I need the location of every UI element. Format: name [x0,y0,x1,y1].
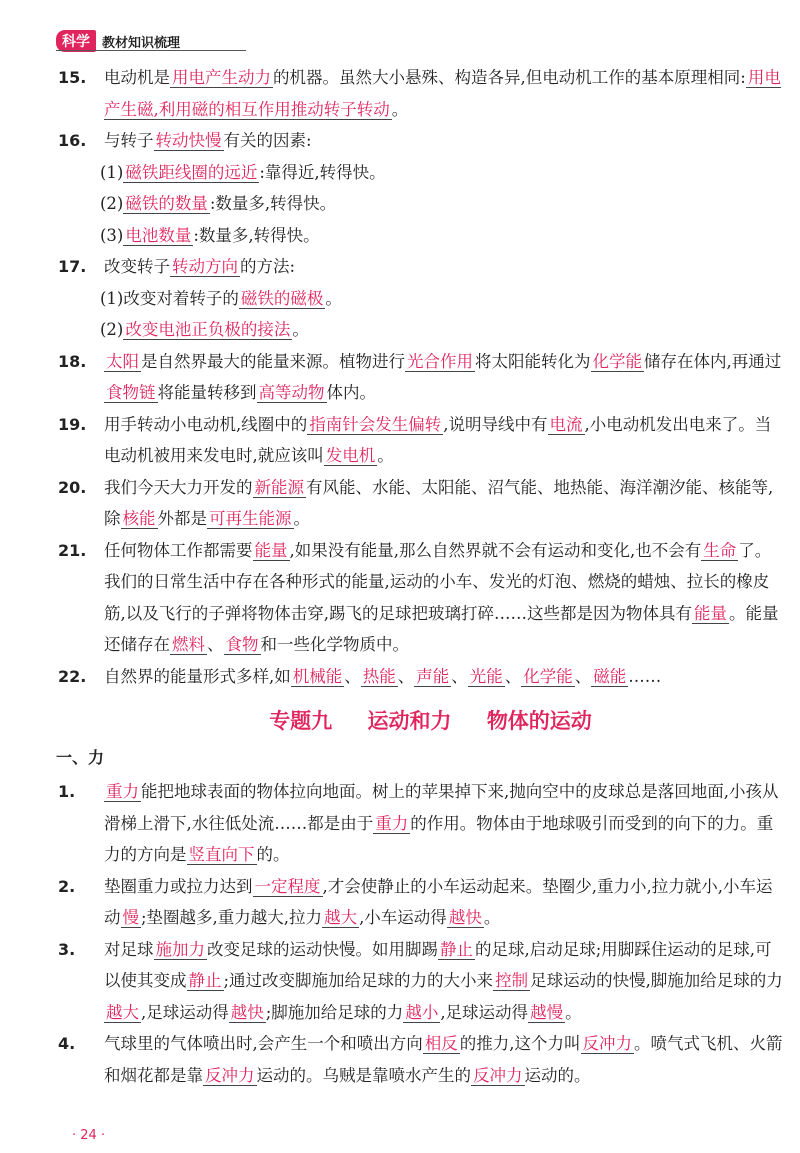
answer-blank: 磁能 [593,666,627,686]
answer-blank: 越小 [405,1002,439,1022]
sub-item [78,188,783,220]
answer-blank: 改变电池正负极的接法 [125,320,291,339]
item-text: ;脚施加给足球的力 [265,1002,404,1022]
answer-blank: 磁铁距线圈的远近 [125,162,258,182]
item-number: 16. [58,131,87,150]
item-text: 的机器。虽然大小悬殊、构造各异,但电动机工作的基本原理相同: [273,68,746,87]
item-text: 。 [292,320,309,339]
answer-blank: 核能 [122,509,156,528]
item-text: :靠得近,转得快。 [259,162,386,182]
item-text: 运动的。乌贼是靠喷水产生的 [256,1065,471,1085]
answer-blank: 越快 [448,908,482,927]
item-text: 了。我们的日常生活中存在各种形式的能量,运动的小车、发光的灯泡、燃烧的蜡烛、拉长的橡皮筋,以及飞行的子弹将物体击穿,踢飞的足球把玻璃打碎……这些都是因为物体具有 [104,540,772,623]
item-text: ,足球运动得 [440,1002,529,1022]
item-text: (1)改变对着转子的 [100,288,239,308]
item-text: :数量多,转得快。 [193,225,320,245]
item-text: 对足球 [104,939,154,959]
item-text: ,足球运动得 [141,1002,229,1022]
answer-blank: 反冲力 [582,1034,632,1053]
item-text: 我们今天大力开发的 [104,477,253,497]
item-text: 体内。 [326,383,376,402]
page-number: · 24 · [72,1128,106,1143]
topic-name: 运动和力 [367,709,452,733]
item-text: 、 [397,666,415,686]
item-text: 自然界的能量形式多样,如 [104,666,291,686]
item-text: 的。 [256,845,290,864]
answer-blank: 指南针会发生偏转 [309,414,442,434]
item-text: 气球里的气体喷出时,会产生一个和喷出方向 [104,1034,423,1053]
item-text: 用手转动小电动机,线圈中的 [104,414,308,434]
list-item [58,409,783,472]
header-rule [56,50,246,51]
answer-blank: 燃料 [172,635,205,654]
answer-blank: 相反 [424,1034,458,1053]
item-text: 任何物体工作都需要 [104,540,253,560]
item-number: 17. [58,257,87,276]
answer-blank: 竖直向下 [188,845,255,864]
item-text: :数量多,转得快。 [209,194,337,213]
answer-blank: 用电产生动力 [172,68,271,87]
answer-blank: 越大 [106,1002,139,1022]
item-text: ,小电动机发出电来了。当电动机被用来发电时,就应该叫 [104,414,772,465]
answer-blank: 反冲力 [473,1065,523,1085]
item-text: 垫圈重力或拉力达到 [104,876,253,896]
answer-blank: 转动快慢 [155,131,222,150]
answer-blank: 食物链 [106,383,156,402]
item-text: 改变足球的运动快慢。如用脚踢 [207,939,438,959]
sub-item [78,220,783,252]
item-text: ;通过改变脚施加给足球的力的大小来 [223,971,494,990]
list-item [58,871,783,934]
item-text: (1) [100,162,124,182]
answer-blank: 能量 [694,603,727,623]
answer-blank: 转动方向 [172,257,238,276]
item-text: ,如果没有能量,那么自然界就不会有运动和变化,也不会有 [289,540,702,560]
topic-subname: 物体的运动 [486,709,592,733]
sub-item [78,157,783,189]
answer-blank: 磁铁的数量 [125,194,208,213]
topic-number: 专题九 [269,709,333,733]
item-text: 、 [504,666,522,686]
list-item [58,661,783,693]
answer-blank: 静止 [188,971,222,990]
answer-blank: 发电机 [325,446,376,465]
answer-blank: 越大 [324,908,358,927]
item-text: 。 [483,908,501,927]
item-number: 19. [58,414,87,434]
item-text: ,说明导线中有 [443,414,548,434]
list-item [58,346,783,409]
item-text: (2) [100,320,124,339]
header-title: 教材知识梳理 [102,35,181,51]
item-text: 是自然界最大的能量来源。植物进行 [141,351,405,371]
answer-blank: 化学能 [523,666,573,686]
answer-blank: 声能 [416,666,450,686]
list-item [58,934,783,1029]
item-text: 的作用。物体由于地球吸引而受到的向下的力。重力的方向是 [104,813,774,864]
answer-blank: 热能 [362,666,396,686]
answer-blank: 越慢 [530,1002,564,1022]
item-text: 。 [293,509,310,528]
answer-blank: 施加力 [155,939,205,959]
item-text: 足球运动的快慢,脚施加给足球的力 [530,971,783,990]
item-number: 4. [58,1034,76,1053]
answer-blank: 能量 [254,540,288,560]
item-text: (2) [100,194,124,213]
answer-blank: 电池数量 [125,225,192,245]
list-item [58,472,783,535]
item-list-top [58,62,783,692]
sub-item [78,314,783,346]
item-text: 的方法: [240,257,296,276]
item-text: 、 [451,666,468,686]
answer-blank: 机械能 [292,666,343,686]
answer-blank: 一定程度 [254,876,321,896]
item-text: 的推力,这个力叫 [459,1034,581,1053]
item-number: 3. [58,939,76,959]
item-text: 有关的因素: [223,131,312,150]
item-text: 。能量还储存在 [104,603,779,654]
answer-blank: 新能源 [254,477,304,497]
item-text: 改变转子 [104,257,170,276]
item-text: 将太阳能转化为 [475,351,591,371]
answer-blank: 高等动物 [258,383,325,402]
section-title: 一、力 [56,748,105,767]
list-item [58,251,783,283]
answer-blank: 重力 [106,782,139,801]
answer-blank: 太阳 [106,351,139,371]
answer-blank: 化学能 [592,351,642,371]
sub-item [78,283,783,315]
item-text: 。喷气式飞机、火箭和烟花都是靠 [104,1034,783,1085]
item-text: 的足球,启动足球;用脚踩住运动的足球,可以使其变成 [104,939,772,990]
answer-blank: 磁铁的磁极 [240,288,324,308]
item-text: 外都是 [157,509,207,528]
answer-blank: 可再生能源 [209,509,292,528]
answer-blank: 生命 [703,540,737,560]
answer-blank: 控制 [495,971,529,990]
answer-blank: 重力 [375,813,409,833]
item-number: 15. [58,68,87,87]
item-number: 21. [58,540,87,560]
page-content [56,62,783,1091]
item-number: 18. [58,351,87,371]
item-text: 和一些化学物质中。 [260,635,409,654]
list-item [58,125,783,157]
item-text: 能把地球表面的物体拉向地面。树上的苹果掉下来,抛向空中的皮球总是落回地面,小孩从滑梯上滑下,水往低处流……都是由于 [104,782,779,833]
page-header [56,30,180,52]
item-text: 储存在体内,再通过 [644,351,782,371]
item-text: 。 [391,99,409,119]
item-text: 。 [377,446,394,465]
item-list-bottom [58,776,783,1091]
answer-blank: 慢 [122,908,139,927]
item-text: 有风能、水能、太阳能、沼气能、地热能、海洋潮汐能、核能等,除 [104,477,774,528]
item-text: ,才会使静止的小车运动起来。垫圈少,重力小,拉力就小,小车运动 [104,876,773,927]
item-text: (3) [100,225,124,245]
item-text: 、 [574,666,592,686]
answer-blank: 光能 [469,666,503,686]
item-text: 、 [344,666,361,686]
item-text: 运动的。 [524,1065,591,1085]
item-number: 2. [58,876,76,896]
item-text: ;垫圈越多,重力越大,拉力 [141,908,323,927]
item-text: 电动机是 [104,68,170,87]
answer-blank: 越快 [230,1002,264,1022]
item-text: 将能量转移到 [157,383,257,402]
answer-blank: 电流 [549,414,583,434]
list-item [58,776,783,871]
answer-blank: 光合作用 [407,351,473,371]
item-text: 。 [565,1002,582,1022]
answer-blank: 用电产生磁,利用磁的相互作用推动转子转动 [104,68,781,119]
list-item [58,1028,783,1091]
item-text: 与转子 [104,131,154,150]
item-number: 1. [58,782,76,801]
subject-badge: 科学 [56,30,96,52]
item-text: 、 [207,635,224,654]
item-text: …… [628,666,662,686]
answer-blank: 反冲力 [205,1065,255,1085]
item-text: 。 [325,288,342,308]
answer-blank: 食物 [225,635,259,654]
topic-title [78,706,783,736]
list-item [58,62,783,125]
item-number: 22. [58,666,87,686]
item-text: ,小车运动得 [359,908,447,927]
item-number: 20. [58,477,87,497]
answer-blank: 静止 [440,939,473,959]
list-item [58,535,783,661]
